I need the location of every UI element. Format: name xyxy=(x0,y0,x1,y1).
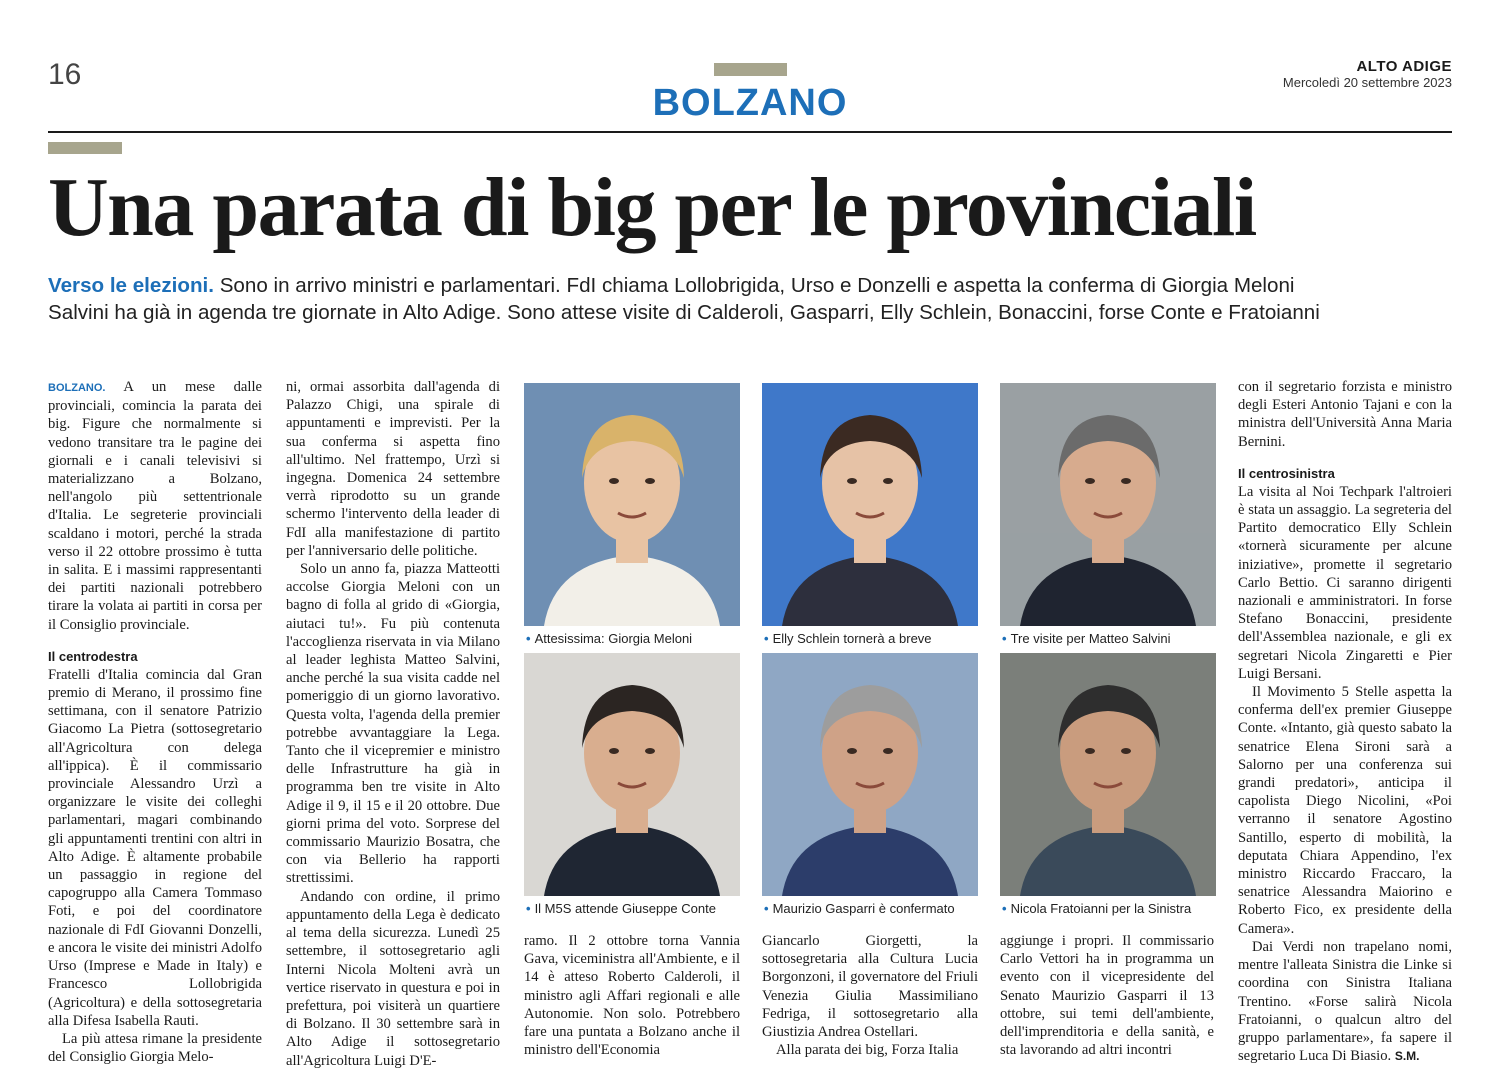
caption-text: Attesissima: Giorgia Meloni xyxy=(534,631,693,646)
paragraph: Dai Verdi non trapelano nomi, mentre l'alleata Sinistra die Linke si coordina con Sinistra Italiana Trentino. «Forse salirà Nicola Fratoianni, o qualcun altro del gruppo parlamentare», fa sapere il segretario Luca Di Biasio. xyxy=(1238,938,1452,1065)
portrait-photo xyxy=(524,383,740,626)
caption-text: Nicola Fratoianni per la Sinistra xyxy=(1010,901,1192,916)
article-column-1 xyxy=(48,378,262,1066)
subheading-centrosinistra: Il centrosinistra xyxy=(1238,465,1335,481)
paragraph: Alla parata dei big, Forza Italia xyxy=(776,1042,959,1059)
paragraph: Il Movimento 5 Stelle aspetta la conferma dell'ex premier Giuseppe Conte. «Intanto, già questo sabato la senatrice Elena Sironi sarà a Salorno per una conferenza sui grandi predatori», anticipa il capolista Diego Nicolini, «Poi verranno il senatore Agostino Santillo, esperto di mobilità, la deputata Chiara Appendino, l'ex ministro Riccardo Fraccaro, la senatrice Alessandra Maiorino e Roberto Fico, ex presidente della Camera». xyxy=(1238,684,1452,937)
bullet-icon: • xyxy=(526,631,531,646)
subheading-centrodestra: Il centrodestra xyxy=(48,648,138,664)
bullet-icon: • xyxy=(764,901,769,916)
article-column-2 xyxy=(286,378,500,1070)
photo-caption xyxy=(526,901,716,916)
paragraph: Giancarlo Giorgetti, la sottosegretaria alla Cultura Lucia Borgonzoni, il governatore del Friuli Venezia Giulia Massimiliano Fedriga, il sottosegretario alla Giustizia Andrea Ostellari. xyxy=(762,933,978,1041)
paragraph: La più attesa rimane la presidente del Consiglio Giorgia Melo- xyxy=(48,1030,262,1066)
bullet-icon: • xyxy=(1002,901,1007,916)
paper-masthead xyxy=(1283,58,1452,90)
dateline: BOLZANO. xyxy=(48,382,106,394)
subheadline xyxy=(48,272,1458,326)
caption-text: Maurizio Gasparri è confermato xyxy=(772,901,955,916)
paragraph: Andando con ordine, il primo appuntamento della Lega è dedicato al tema della sicurezza. Lunedì 25 settembre, il sottosegretario agli Interni Nicola Molteni avrà un vertice riservato in questura e poi in prefettura, poi visiterà un quartiere di Bolzano. Il 30 settembre sarà in Alto Adige il sottosegretario all'Agricoltura Luigi D'E- xyxy=(286,888,500,1069)
photo-caption xyxy=(1002,901,1191,916)
portrait-photo xyxy=(1000,653,1216,896)
paragraph: La visita al Noi Techpark l'altroieri è stata un assaggio. La segreteria del Partito democratico Elly Schlein «tornerà sicuramente per alcune iniziative», promette il segretario Carlo Bettio. Ci saranno dirigenti nazionali e amministratori. In forse Stefano Bonaccini, presidente dell'Assemblea nazionale, e gli ex segretari Nicola Zingaretti e Pier Luigi Bersani. xyxy=(1238,483,1452,682)
paragraph: aggiunge i propri. Il commissario Carlo Vettori ha in programma un evento con il vicepresidente del Senato Maurizio Gasparri il 13 ottobre, sui temi dell'ambiente, dell'imprenditoria e della sanità, e sta lavorando ad altri incontri xyxy=(1000,933,1214,1059)
headline: Una parata di big per le provinciali xyxy=(48,161,1256,254)
portrait-photo xyxy=(1000,383,1216,626)
paragraph: con il segretario forzista e ministro degli Esteri Antonio Tajani e con la ministra dell'Università Anna Maria Bernini. xyxy=(1238,379,1452,450)
subheadline-lead: Verso le elezioni. xyxy=(48,274,214,297)
paragraph: A un mese dalle provinciali, comincia la parata dei big. Figure che normalmente si vedono transitare tra le pagine dei giornali e i canali televisivi si materializzano a Bolzano, nell'angolo più settentrionale d'Italia. Le segreterie provinciali scaldano i motori, perché la strada verso il 22 ottobre prossimo è tutta in salita. E i massimi rappresentanti dei partiti nazionali potrebbero tirare la volata ai partiti in corsa per il Consiglio provinciale. xyxy=(48,379,262,633)
paragraph: Solo un anno fa, piazza Matteotti accolse Giorgia Meloni con un bagno di folla al grido di «Giorgia, aiutaci tu!». Fu più contenuta l'accoglienza riservata in via Milano al leader leghista Matteo Salvini, anche perché la sua visita cadde nel pomeriggio di un giorno lavorativo. Questa volta, l'agenda della premier potrebbe avvantaggiare la Lega. Tanto che il vicepremier e ministro delle Infrastrutture ha già in programma ben tre visite in Alto Adige il 9, il 15 e il 20 ottobre. Due giorni prima del voto. Sorprese del commissario Maurizio Bosatra, che con via Bellerio ha rapporti strettissimi. xyxy=(286,561,500,887)
section-title: BOLZANO xyxy=(652,82,848,124)
header-rule xyxy=(48,131,1452,133)
page-number: 16 xyxy=(48,58,82,91)
article-column-5 xyxy=(1000,932,1214,1059)
photo-caption xyxy=(526,631,692,646)
bullet-icon: • xyxy=(1002,631,1007,646)
caption-text: Tre visite per Matteo Salvini xyxy=(1010,631,1171,646)
photo-caption xyxy=(764,631,932,646)
portrait-photo xyxy=(762,383,978,626)
author-signature: S.M. xyxy=(1394,1049,1420,1064)
paragraph: ni, ormai assorbita dall'agenda di Palazzo Chigi, una spirale di appuntamenti e imprevisti. Per la sua conferma si aspetta fino all'ultimo. Nel frattempo, Urzì si ingegna. Domenica 24 settembre verrà riprodotto su un grande schermo l'intervento della leader di FdI alla manifestazione di partito per l'anniversario delle politiche. xyxy=(286,379,500,559)
bullet-icon: • xyxy=(526,901,531,916)
bullet-icon: • xyxy=(764,631,769,646)
article-column-6 xyxy=(1238,378,1452,1065)
caption-text: Il M5S attende Giuseppe Conte xyxy=(534,901,716,916)
portrait-photo xyxy=(762,653,978,896)
portrait-photo xyxy=(524,653,740,896)
caption-text: Elly Schlein tornerà a breve xyxy=(772,631,932,646)
paragraph: Fratelli d'Italia comincia dal Gran premio di Merano, il prossimo fine settimana, con il senatore Patrizio Giacomo La Pietra (sottosegretario all'Agricoltura con delega all'ippica). È il commissario provinciale Alessandro Urzì a organizzare le visite dei colleghi parlamentari, magari combinando gli appuntamenti trentini con altri in Alto Adige. È altamente probabile un passaggio in regione del capogruppo alla Camera Tommaso Foti, e poi del coordinatore nazionale di FdI Giovanni Donzelli, e ancora le visite dei ministri Adolfo Urso (Imprese e Made in Italy) e Francesco Lollobrigida (Agricoltura) e della sottosegretaria alla Difesa Isabella Rauti. xyxy=(48,666,262,1029)
photo-caption xyxy=(764,901,955,916)
subheadline-line1: Sono in arrivo ministri e parlamentari. FdI chiama Lollobrigida, Urso e Donzelli e aspetta la conferma di Giorgia Meloni xyxy=(213,274,1295,297)
paper-name: ALTO ADIGE xyxy=(1356,58,1452,75)
paragraph: ramo. Il 2 ottobre torna Vannia Gava, viceministra all'Ambiente, e il 14 è atteso Roberto Calderoli, il ministro agli Affari regionali e alle Autonomie. Non solo. Potrebbero fare una puntata a Bolzano anche il ministro dell'Economia xyxy=(524,933,740,1059)
article-column-3 xyxy=(524,932,740,1059)
issue-date: Mercoledì 20 settembre 2023 xyxy=(1282,75,1452,90)
photo-caption xyxy=(1002,631,1170,646)
section-accent-bar xyxy=(714,63,787,76)
article-column-4 xyxy=(762,932,978,1059)
subheadline-line2: Salvini ha già in agenda tre giornate in Alto Adige. Sono attese visite di Calderoli, Gasparri, Elly Schlein, Bonaccini, forse Conte e Fratoianni xyxy=(48,301,1320,324)
headline-accent-bar xyxy=(48,142,122,154)
